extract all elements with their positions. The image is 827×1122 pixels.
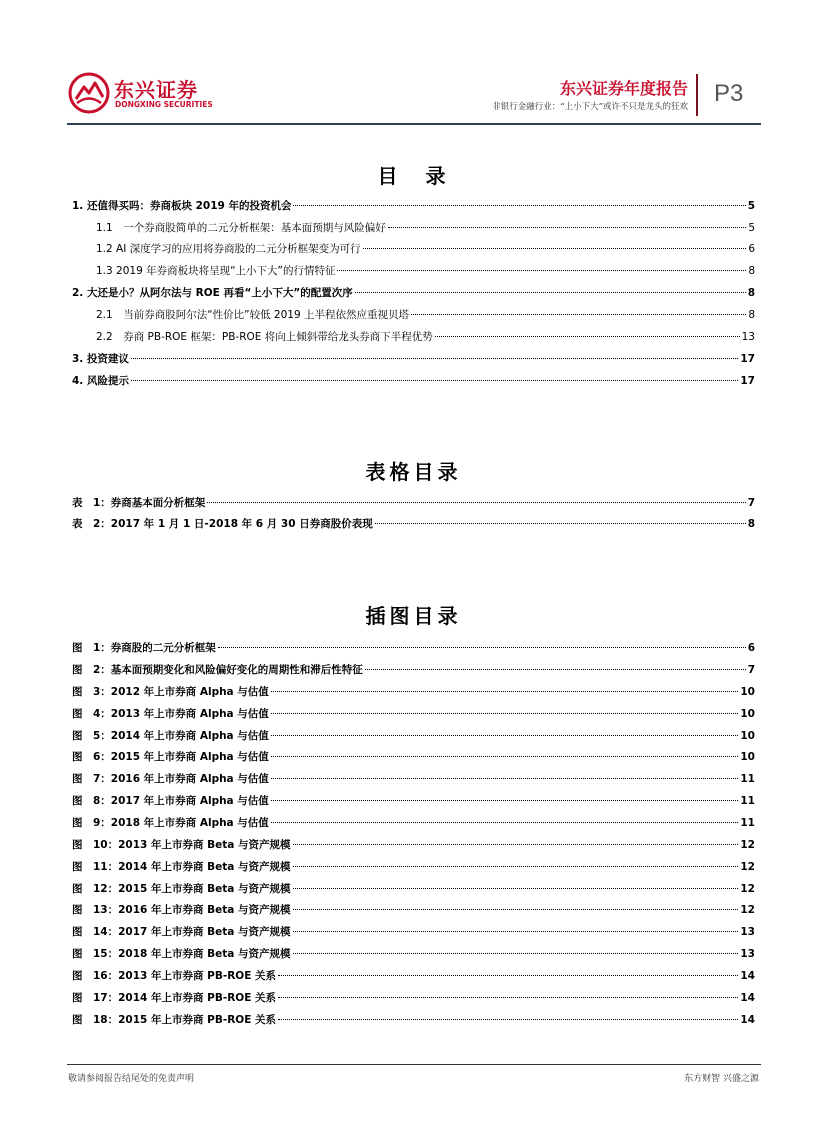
figure-entry[interactable]: 图 2：基本面预期变化和风险偏好变化的周期性和滞后性特征 7 [72, 664, 755, 676]
footer-rule [67, 1064, 761, 1065]
toc-title: 目 录 [377, 164, 450, 188]
figure-entry[interactable]: 图 6：2015 年上市券商 Alpha 与估值 10 [72, 751, 755, 763]
toc-entry[interactable]: 2.1 当前券商股阿尔法“性价比”较低 2019 上半程依然应重视贝塔 8 [96, 309, 755, 321]
table-entry[interactable]: 表 2：2017 年 1 月 1 日-2018 年 6 月 30 日券商股价表现 8 [72, 518, 755, 530]
header-rule [67, 123, 761, 125]
figure-entry[interactable]: 图 1：券商股的二元分析框架 6 [72, 642, 755, 654]
logo-chinese-name: 东兴证券 [114, 78, 198, 102]
figure-entry[interactable]: 图 16：2013 年上市券商 PB-ROE 关系 14 [72, 970, 755, 982]
toc-entry[interactable]: 1.2 AI 深度学习的应用将券商股的二元分析框架变为可行 6 [96, 243, 755, 255]
report-title: 东兴证券年度报告 [559, 79, 688, 98]
page-number: P3 [714, 80, 744, 107]
figure-entry[interactable]: 图 7：2016 年上市券商 Alpha 与估值 11 [72, 773, 755, 785]
figure-entry[interactable]: 图 3：2012 年上市券商 Alpha 与估值 10 [72, 686, 755, 698]
figures-title: 插图目录 [365, 604, 462, 628]
figure-entry[interactable]: 图 9：2018 年上市券商 Alpha 与估值 11 [72, 817, 755, 829]
figure-entry[interactable]: 图 11：2014 年上市券商 Beta 与资产规模 12 [72, 861, 755, 873]
figure-entry[interactable]: 图 10：2013 年上市券商 Beta 与资产规模 12 [72, 839, 755, 851]
toc-entry[interactable]: 2. 大还是小？从阿尔法与 ROE 再看“上小下大”的配置次序 8 [72, 287, 755, 299]
toc-entry[interactable]: 1. 还值得买吗：券商板块 2019 年的投资机会 5 [72, 200, 755, 212]
page-header [0, 0, 827, 130]
figure-entry[interactable]: 图 13：2016 年上市券商 Beta 与资产规模 12 [72, 904, 755, 916]
figure-entry[interactable]: 图 5：2014 年上市券商 Alpha 与估值 10 [72, 730, 755, 742]
figure-entry[interactable]: 图 17：2014 年上市券商 PB-ROE 关系 14 [72, 992, 755, 1004]
toc-entry[interactable]: 3. 投资建议 17 [72, 353, 755, 365]
table-entry[interactable]: 表 1：券商基本面分析框架 7 [72, 497, 755, 509]
disclaimer-note: 敬请参阅报告结尾处的免责声明 [68, 1074, 195, 1084]
report-subtitle: 非银行金融行业：“上小下大”或许不只是龙头的狂欢 [492, 102, 688, 112]
toc-entry[interactable]: 1.1 一个券商股简单的二元分析框架：基本面预期与风险偏好 5 [96, 222, 755, 234]
toc-entry[interactable]: 2.2 券商 PB-ROE 框架：PB-ROE 将向上倾斜带给龙头券商下半程优势 13 [96, 331, 755, 343]
dongxing-emblem-icon [68, 72, 110, 114]
figure-entry[interactable]: 图 14：2017 年上市券商 Beta 与资产规模 13 [72, 926, 755, 938]
dongxing-logo [68, 72, 213, 116]
company-slogan: 东方财智 兴盛之源 [684, 1074, 759, 1084]
figure-entry[interactable]: 图 8：2017 年上市券商 Alpha 与估值 11 [72, 795, 755, 807]
logo-english-name: DONGXING SECURITIES [115, 100, 213, 109]
header-divider [696, 74, 698, 116]
figure-entry[interactable]: 图 18：2015 年上市券商 PB-ROE 关系 14 [72, 1014, 755, 1026]
figure-entry[interactable]: 图 15：2018 年上市券商 Beta 与资产规模 13 [72, 948, 755, 960]
tables-title: 表格目录 [365, 460, 462, 484]
toc-entry[interactable]: 4. 风险提示 17 [72, 375, 755, 387]
figure-entry[interactable]: 图 12：2015 年上市券商 Beta 与资产规模 12 [72, 883, 755, 895]
toc-entry[interactable]: 1.3 2019 年券商板块将呈现“上小下大”的行情特征 8 [96, 265, 755, 277]
figure-entry[interactable]: 图 4：2013 年上市券商 Alpha 与估值 10 [72, 708, 755, 720]
